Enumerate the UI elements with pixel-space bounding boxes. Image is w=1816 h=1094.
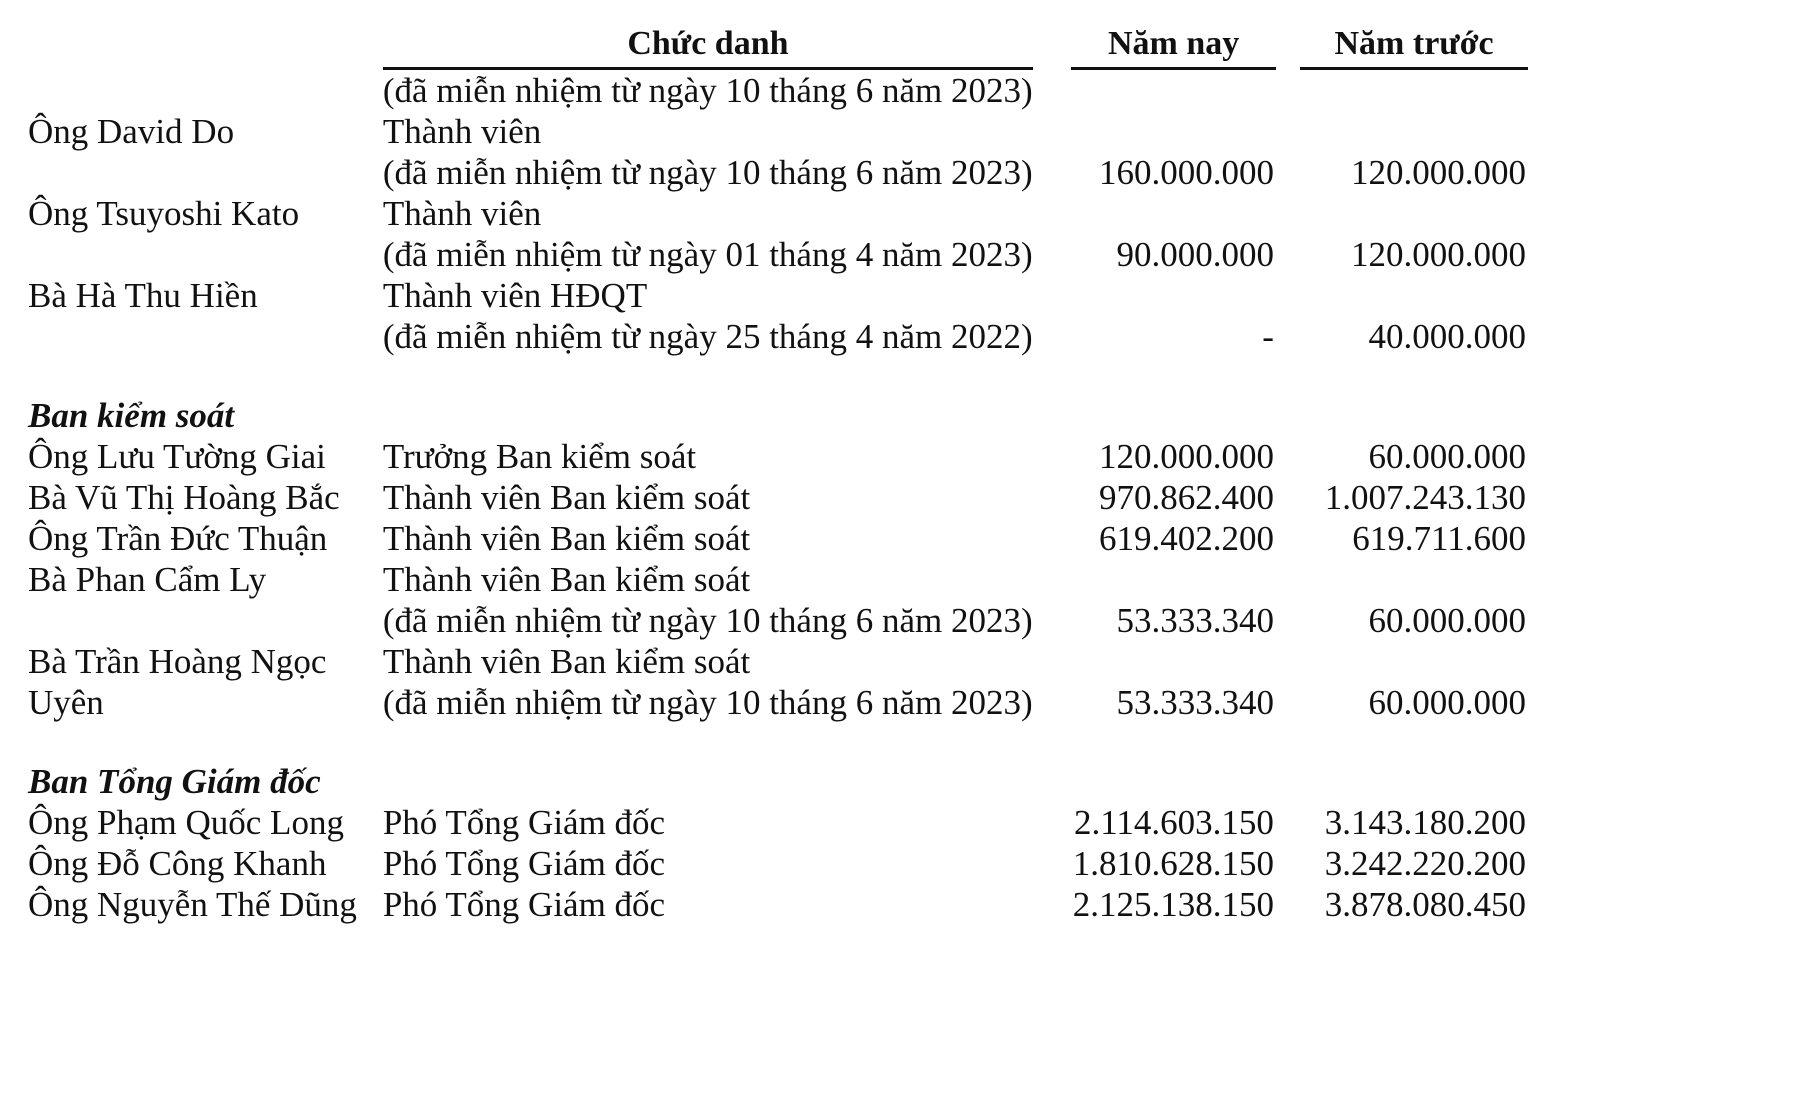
- row-current-value: [1071, 193, 1276, 234]
- row-gap-1: [1033, 641, 1071, 682]
- row-title: Thành viên Ban kiểm soát: [382, 642, 751, 681]
- row-gap-2: [1276, 234, 1300, 275]
- row-previous-value: 619.711.600: [1352, 519, 1526, 558]
- row-title: Thành viên Ban kiểm soát: [382, 519, 751, 558]
- row-current-value: [1071, 69, 1276, 112]
- row-title: Thành viên HĐQT: [382, 276, 648, 315]
- section-heading-current: [1071, 395, 1276, 436]
- table-row: [28, 234, 1528, 275]
- row-gap-1: [1033, 111, 1071, 152]
- header-name-column: [28, 24, 383, 69]
- row-name: Ông Phạm Quốc Long: [28, 803, 344, 842]
- row-gap-2: [1276, 682, 1300, 723]
- row-gap-2: [1276, 436, 1300, 477]
- row-gap-1: [1033, 477, 1071, 518]
- row-name: [28, 152, 383, 193]
- row-previous-value: [1300, 641, 1528, 682]
- table-row: [28, 152, 1528, 193]
- row-previous-value: 60.000.000: [1368, 437, 1526, 476]
- row-gap-2: [1276, 518, 1300, 559]
- row-gap-1: [1033, 761, 1071, 802]
- row-gap-1: [1033, 152, 1071, 193]
- row-title: Phó Tổng Giám đốc: [382, 803, 666, 842]
- row-current-value: 619.402.200: [1098, 519, 1274, 558]
- table-row: [28, 641, 1528, 682]
- row-gap-1: [1033, 275, 1071, 316]
- table-row: [28, 884, 1528, 925]
- row-title: (đã miễn nhiệm từ ngày 25 tháng 4 năm 2022): [382, 317, 1033, 356]
- table-row: [28, 600, 1528, 641]
- row-previous-value: 40.000.000: [1368, 317, 1526, 356]
- table-row: [28, 802, 1528, 843]
- row-name: [28, 234, 383, 275]
- row-current-value: [1071, 641, 1276, 682]
- row-current-value: -: [1262, 317, 1274, 356]
- row-gap-1: [1033, 234, 1071, 275]
- spacer-cell: [28, 723, 1528, 761]
- row-previous-value: 120.000.000: [1351, 235, 1526, 274]
- section-heading-previous: [1300, 395, 1528, 436]
- row-previous-value: [1300, 193, 1528, 234]
- row-current-value: 2.125.138.150: [1072, 885, 1274, 924]
- row-gap-2: [1276, 69, 1300, 112]
- row-name: Ông Trần Đức Thuận: [28, 519, 328, 558]
- row-gap-1: [1033, 193, 1071, 234]
- row-gap-2: [1276, 477, 1300, 518]
- row-gap-1: [1033, 682, 1071, 723]
- table-row: [28, 436, 1528, 477]
- row-name: Bà Hà Thu Hiền: [28, 276, 258, 315]
- row-previous-value: 1.007.243.130: [1324, 478, 1526, 517]
- table-row: [28, 477, 1528, 518]
- section-heading-row: [28, 761, 1528, 802]
- row-gap-1: [1033, 69, 1071, 112]
- row-gap-2: [1276, 395, 1300, 436]
- row-title: Trưởng Ban kiểm soát: [382, 437, 697, 476]
- section-label-supervisory: Ban kiểm soát: [28, 396, 235, 435]
- row-previous-value: 3.143.180.200: [1324, 803, 1526, 842]
- table-body: [28, 69, 1528, 926]
- row-gap-1: [1033, 884, 1071, 925]
- table-row: [28, 193, 1528, 234]
- row-gap-2: [1276, 802, 1300, 843]
- row-gap-2: [1276, 641, 1300, 682]
- row-gap-2: [1276, 843, 1300, 884]
- row-name: Bà Trần Hoàng Ngọc: [28, 642, 327, 681]
- row-title: (đã miễn nhiệm từ ngày 01 tháng 4 năm 2023): [382, 235, 1033, 274]
- row-previous-value: 3.878.080.450: [1324, 885, 1526, 924]
- section-heading-title: [383, 761, 1033, 802]
- header-gap-1: [1033, 24, 1071, 69]
- row-name: [28, 600, 383, 641]
- row-name: Bà Phan Cẩm Ly: [28, 560, 267, 599]
- table-row: [28, 518, 1528, 559]
- section-heading-title: [383, 395, 1033, 436]
- section-heading-previous: [1300, 761, 1528, 802]
- row-current-value: 90.000.000: [1116, 235, 1274, 274]
- row-name: Ông Lưu Tường Giai: [28, 437, 326, 476]
- row-title: (đã miễn nhiệm từ ngày 10 tháng 6 năm 2023): [382, 153, 1033, 192]
- row-previous-value: 60.000.000: [1368, 601, 1526, 640]
- row-title: Phó Tổng Giám đốc: [382, 844, 666, 883]
- header-gap-2: [1276, 24, 1300, 69]
- row-gap-2: [1276, 600, 1300, 641]
- row-gap-1: [1033, 802, 1071, 843]
- row-gap-1: [1033, 600, 1071, 641]
- row-gap-2: [1276, 275, 1300, 316]
- row-name: Ông Đỗ Công Khanh: [28, 844, 327, 883]
- section-spacer: [28, 357, 1528, 395]
- row-gap-2: [1276, 152, 1300, 193]
- row-title: Thành viên: [382, 112, 542, 151]
- row-previous-value: [1300, 69, 1528, 112]
- row-name: [28, 316, 383, 357]
- table-row: [28, 69, 1528, 112]
- row-previous-value: 60.000.000: [1368, 683, 1526, 722]
- row-gap-1: [1033, 843, 1071, 884]
- row-current-value: 53.333.340: [1116, 601, 1274, 640]
- row-current-value: 970.862.400: [1098, 478, 1274, 517]
- row-gap-1: [1033, 316, 1071, 357]
- header-title-column: Chức danh: [383, 24, 1033, 69]
- row-current-value: 120.000.000: [1098, 437, 1274, 476]
- table-row: [28, 316, 1528, 357]
- row-gap-2: [1276, 884, 1300, 925]
- row-name: [28, 69, 383, 112]
- row-name: Ông Nguyễn Thế Dũng: [28, 885, 357, 924]
- row-name: Bà Vũ Thị Hoàng Bắc: [28, 478, 340, 517]
- section-spacer: [28, 723, 1528, 761]
- row-gap-2: [1276, 761, 1300, 802]
- section-label-management: Ban Tổng Giám đốc: [28, 762, 321, 801]
- header-previous-year-column: Năm trước: [1300, 24, 1528, 69]
- row-current-value: 160.000.000: [1098, 153, 1274, 192]
- row-gap-2: [1276, 559, 1300, 600]
- row-gap-1: [1033, 518, 1071, 559]
- table-row: [28, 682, 1528, 723]
- row-gap-1: [1033, 559, 1071, 600]
- row-gap-1: [1033, 395, 1071, 436]
- row-title: Thành viên Ban kiểm soát: [382, 478, 751, 517]
- section-heading-row: [28, 395, 1528, 436]
- row-gap-2: [1276, 316, 1300, 357]
- row-name: Ông David Do: [28, 112, 235, 151]
- row-current-value: 53.333.340: [1116, 683, 1274, 722]
- row-current-value: 2.114.603.150: [1073, 803, 1274, 842]
- row-name: Ông Tsuyoshi Kato: [28, 194, 300, 233]
- row-title: Phó Tổng Giám đốc: [382, 885, 666, 924]
- row-current-value: 1.810.628.150: [1072, 844, 1274, 883]
- row-previous-value: [1300, 559, 1528, 600]
- row-title: (đã miễn nhiệm từ ngày 10 tháng 6 năm 2023): [382, 601, 1033, 640]
- row-title: (đã miễn nhiệm từ ngày 10 tháng 6 năm 2023): [382, 71, 1033, 110]
- row-name: Uyên: [28, 683, 104, 722]
- row-previous-value: [1300, 275, 1528, 316]
- table-row: [28, 843, 1528, 884]
- row-previous-value: [1300, 111, 1528, 152]
- section-heading-current: [1071, 761, 1276, 802]
- row-title: (đã miễn nhiệm từ ngày 10 tháng 6 năm 2023): [382, 683, 1033, 722]
- spacer-cell: [28, 357, 1528, 395]
- row-previous-value: 3.242.220.200: [1324, 844, 1526, 883]
- table-row: [28, 111, 1528, 152]
- row-gap-2: [1276, 193, 1300, 234]
- row-current-value: [1071, 559, 1276, 600]
- remuneration-table: [28, 24, 1528, 925]
- table-row: [28, 559, 1528, 600]
- row-current-value: [1071, 275, 1276, 316]
- row-title: Thành viên Ban kiểm soát: [382, 560, 751, 599]
- row-gap-1: [1033, 436, 1071, 477]
- row-current-value: [1071, 111, 1276, 152]
- table-header-row: [28, 24, 1528, 69]
- header-current-year-column: Năm nay: [1071, 24, 1276, 69]
- row-previous-value: 120.000.000: [1351, 153, 1526, 192]
- table-row: [28, 275, 1528, 316]
- row-gap-2: [1276, 111, 1300, 152]
- row-title: Thành viên: [382, 194, 542, 233]
